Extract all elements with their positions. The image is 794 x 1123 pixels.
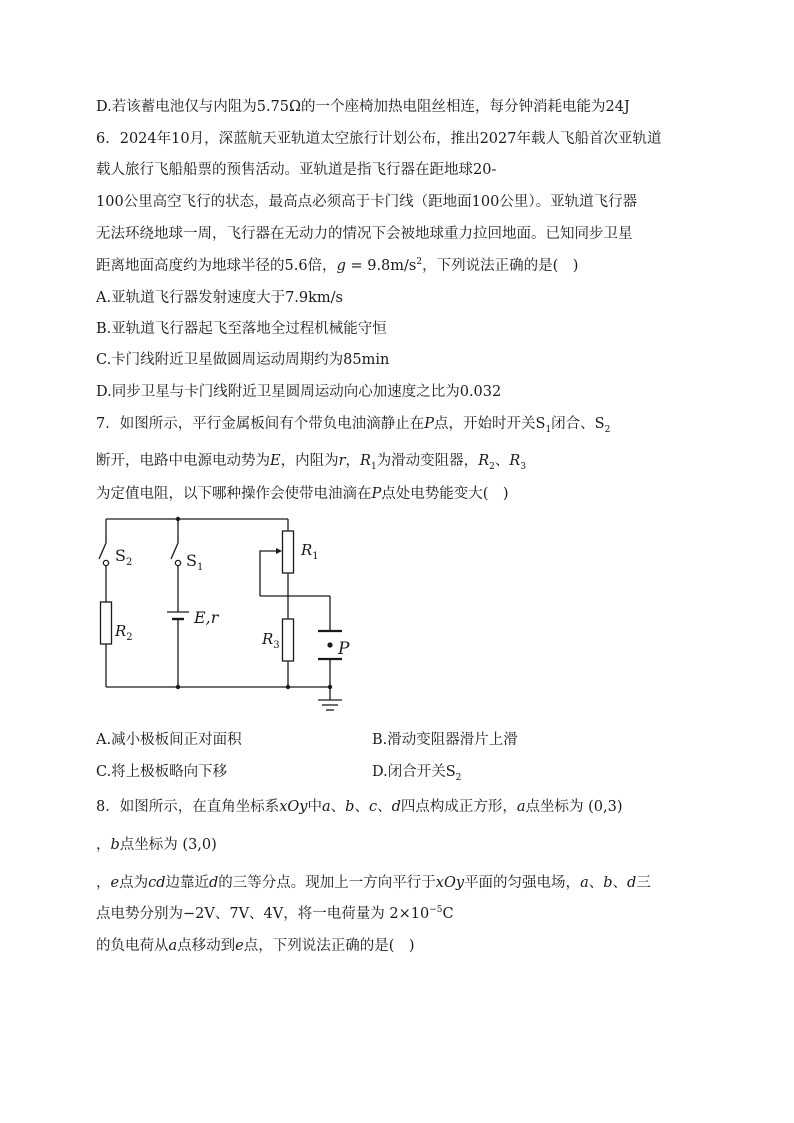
label-source: E,r [194, 608, 219, 627]
q7-option-d: D.闭合开关$S_2$ [372, 764, 462, 783]
q8-stem-line-4: 点电势分别为−2V、7V、4V，将一电荷量为 $2\times 10^{-5}C$ [96, 905, 454, 922]
q7-stem-line-3: 为定值电阻，以下哪种操作会使带电油滴在P点处电势能变大( ) [96, 486, 509, 502]
switch-s2-blade [99, 543, 106, 559]
switch-s1-blade [171, 543, 178, 559]
circuit-diagram [96, 513, 356, 723]
q7-option-c: C.将上极板略向下移 [96, 764, 228, 780]
oil-drop-dot [327, 642, 332, 647]
q8-stem-line-5: 的负电荷从a点移动到e点，下列说法正确的是( ) [96, 938, 415, 954]
label-s1: $S_1$ [186, 551, 204, 573]
q6-stem-line-3: 100公里高空飞行的状态，最高点必须高于卡门线（距地面100公里）。亚轨道飞行器 [96, 194, 638, 210]
q7-option-a: A.减小极板间正对面积 [96, 732, 242, 748]
resistor-r2 [101, 602, 112, 644]
rheostat-r1 [283, 531, 294, 573]
q5-option-d: D.若该蓄电池仅与内阻为5.75Ω的一个座椅加热电阻丝相连，每分钟消耗电能为24J [96, 99, 630, 115]
q7-stem-line-2: 断开，电路中电源电动势为E，内阻为r，$R_1$为滑动变阻器，$R_2$、$R_3$ [96, 453, 526, 472]
slider-wire [260, 551, 280, 596]
q6-option-a: A.亚轨道飞行器发射速度大于7.9km/s [96, 290, 344, 306]
label-r1: $R_1$ [301, 541, 319, 562]
label-r2: $R_2$ [115, 622, 133, 643]
q6-stem-line-1: 6．2024年10月，深蓝航天亚轨道太空旅行计划公布，推出2027年载人飞船首次亚轨道 [96, 131, 662, 147]
q7-stem-line-1: 7．如图所示，平行金属板间有个带负电油滴静止在P点，开始时开关$S_1$闭合、$S_2$ [96, 416, 611, 435]
label-r3: $R_3$ [262, 630, 280, 651]
gravity-symbol: g [336, 258, 346, 274]
switch-s1-contact [175, 560, 180, 565]
q6-option-c: C.卡门线附近卫星做圆周运动周期约为85min [96, 352, 390, 368]
label-p: P [338, 639, 350, 659]
q6-stem-line-2: 载人旅行飞船船票的预售活动。亚轨道是指飞行器在距地球20- [96, 162, 497, 178]
q6-option-d: D.同步卫星与卡门线附近卫星圆周运动向心加速度之比为0.032 [96, 384, 502, 400]
q6-option-b: B.亚轨道飞行器起飞至落地全过程机械能守恒 [96, 321, 387, 337]
label-s2: $S_2$ [115, 546, 133, 568]
q8-stem-line-3: ，e点为cd边靠近d的三等分点。现加上一方向平行于xOy平面的匀强电场，a、b、d三 [96, 875, 651, 891]
resistor-r3 [283, 619, 294, 661]
q8-stem-line-1: 8．如图所示，在直角坐标系xOy中a、b、c、d四点构成正方形，a点坐标为 (0,3) [96, 799, 623, 815]
switch-s2-contact [103, 560, 108, 565]
q7-option-b: B.滑动变阻器滑片上滑 [372, 732, 518, 748]
q6-stem-line-4: 无法环绕地球一周，飞行器在无动力的情况下会被地球重力拉回地面。已知同步卫星 [96, 226, 633, 242]
q6-stem-line-5: 距离地面高度约为地球半径的5.6倍，$g = 9.8m/s^2$，下列说法正确的是( ) [96, 257, 579, 274]
slider-arrow-icon [276, 548, 282, 554]
q8-stem-line-2: ，b点坐标为 (3,0) [96, 837, 217, 853]
